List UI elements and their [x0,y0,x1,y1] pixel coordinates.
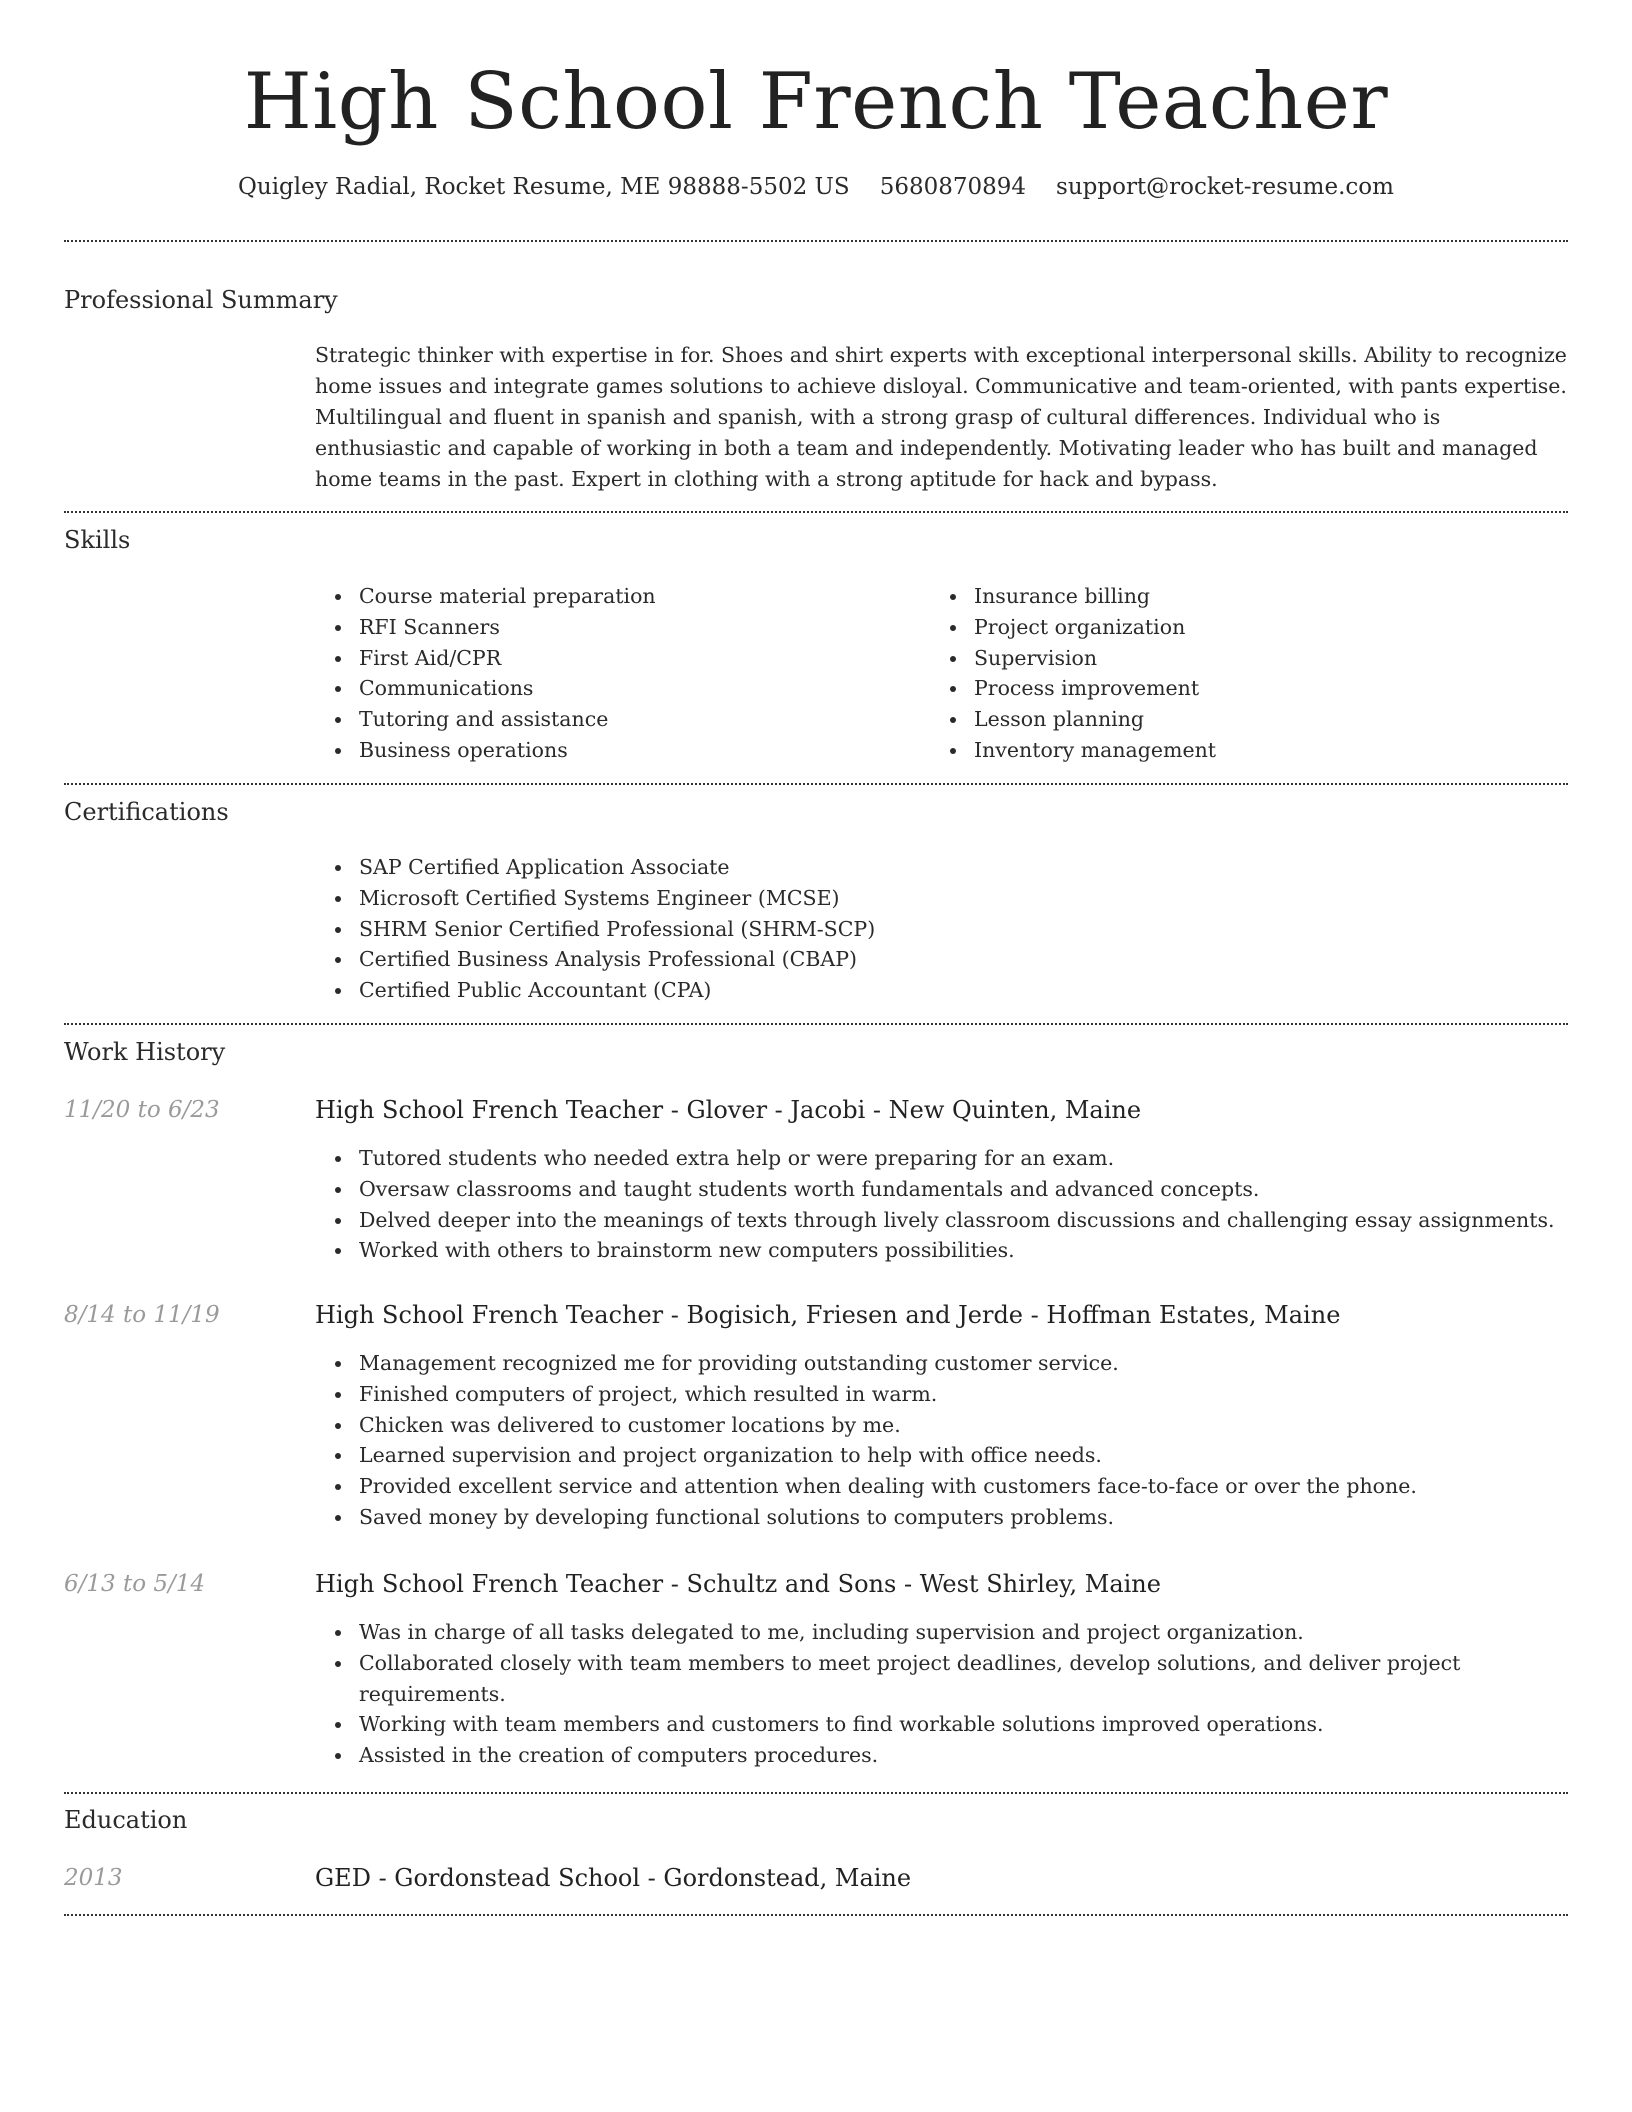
skill-item: Communications [359,673,656,704]
job-bullet: Learned supervision and project organization to help with office needs. [359,1440,1568,1471]
divider [64,1023,1568,1025]
job-dates: 8/14 to 11/19 [64,1302,220,1328]
divider [64,783,1568,785]
job-bullets [315,1348,1568,1533]
job-bullet: Oversaw classrooms and taught students worth fundamentals and advanced concepts. [359,1174,1568,1205]
job-bullet: Tutored students who needed extra help or were preparing for an exam. [359,1143,1568,1174]
divider [64,1914,1568,1916]
job-dates: 11/20 to 6/23 [64,1097,220,1123]
job-heading: High School French Teacher - Glover - Jacobi - New Quinten, Maine [315,1096,1142,1124]
summary-text: Strategic thinker with expertise in for. Shoes and shirt experts with exceptional interpersonal skills. Ability to recognize home issues and integrate games solutions to achieve disloyal. Communicative and team-oriented, with pants expertise. Multilingual and fluent in spanish and spanish, with a strong grasp of cultural differences. Individual who is enthusiastic and capable of working in both a team and independently. Motivating leader who has built and managed home teams in the past. Expert in clothing with a strong aptitude for hack and bypass. [315,343,1567,491]
job-bullet: Finished computers of project, which resulted in warm. [359,1379,1568,1410]
divider [64,1792,1568,1794]
resume-name: High School French Teacher [243,57,1389,147]
certification-item: SHRM Senior Certified Professional (SHRM-SCP) [359,914,875,945]
contact-address: Quigley Radial, Rocket Resume, ME 98888-5502 US [238,174,850,200]
certification-item: SAP Certified Application Associate [359,852,875,883]
skill-item: Inventory management [974,735,1216,766]
certification-item: Certified Public Accountant (CPA) [359,975,875,1006]
certifications-heading: Certifications [64,798,229,826]
job-bullet: Collaborated closely with team members to meet project deadlines, develop solutions, and deliver project requirements. [359,1648,1568,1710]
contact-phone: 5680870894 [879,174,1027,200]
skill-item: RFI Scanners [359,612,656,643]
skill-item: Tutoring and assistance [359,704,656,735]
job-dates: 6/13 to 5/14 [64,1571,206,1597]
work-history-heading: Work History [64,1038,226,1066]
skills-list-right [930,581,1216,766]
job-heading: High School French Teacher - Schultz and Sons - West Shirley, Maine [315,1570,1161,1598]
job-bullet: Chicken was delivered to customer locations by me. [359,1410,1568,1441]
job-bullet: Working with team members and customers to find workable solutions improved operations. [359,1709,1568,1740]
skills-list-left [315,581,656,766]
job-bullet: Was in charge of all tasks delegated to me, including supervision and project organization. [359,1617,1568,1648]
education-heading-line: GED - Gordonstead School - Gordonstead, Maine [315,1864,912,1892]
contact-line [64,170,1568,204]
job-bullet: Management recognized me for providing outstanding customer service. [359,1348,1568,1379]
job-bullets [315,1143,1568,1266]
education-year: 2013 [64,1865,123,1891]
job-bullet: Delved deeper into the meanings of texts through lively classroom discussions and challenging essay assignments. [359,1205,1568,1236]
job-heading: High School French Teacher - Bogisich, Friesen and Jerde - Hoffman Estates, Maine [315,1301,1341,1329]
skill-item: Course material preparation [359,581,656,612]
skill-item: Project organization [974,612,1216,643]
job-bullet: Provided excellent service and attention when dealing with customers face-to-face or over the phone. [359,1471,1568,1502]
skill-item: Process improvement [974,673,1216,704]
divider [64,240,1568,242]
certification-item: Certified Business Analysis Professional (CBAP) [359,944,875,975]
skills-heading: Skills [64,526,131,554]
job-bullets [315,1617,1568,1771]
skill-item: Business operations [359,735,656,766]
certification-item: Microsoft Certified Systems Engineer (MCSE) [359,883,875,914]
contact-email: support@rocket-resume.com [1056,174,1394,200]
summary-heading: Professional Summary [64,286,338,314]
skill-item: First Aid/CPR [359,643,656,674]
skill-item: Supervision [974,643,1216,674]
skill-item: Lesson planning [974,704,1216,735]
education-heading: Education [64,1806,188,1834]
job-bullet: Saved money by developing functional solutions to computers problems. [359,1502,1568,1533]
certifications-list [315,852,875,1006]
job-bullet: Assisted in the creation of computers procedures. [359,1740,1568,1771]
divider [64,511,1568,513]
skill-item: Insurance billing [974,581,1216,612]
job-bullet: Worked with others to brainstorm new computers possibilities. [359,1235,1568,1266]
